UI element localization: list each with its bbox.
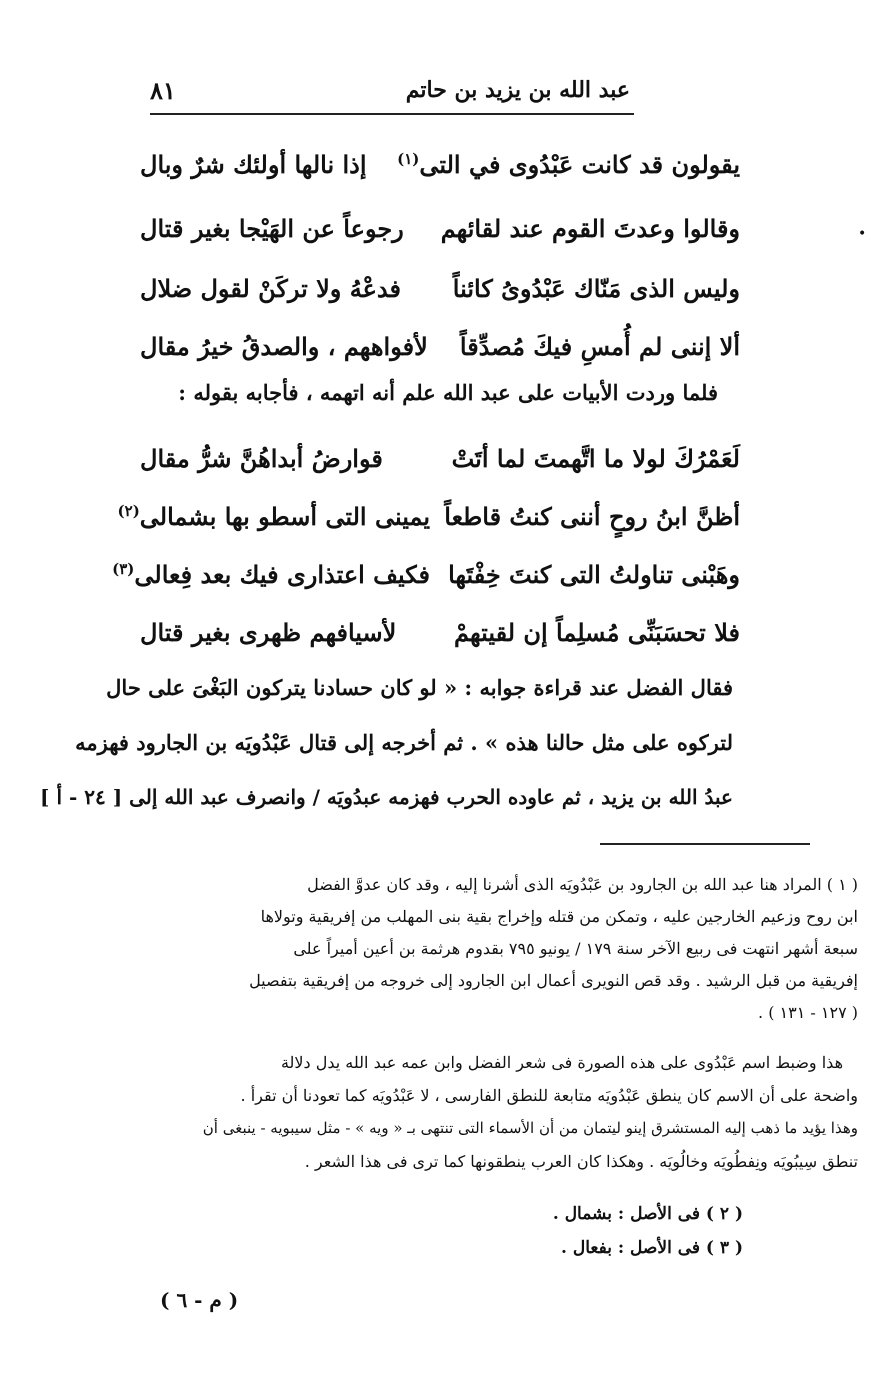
footnote-line: هذا وضبط اسم عَبْدُوى على هذه الصورة فى شعر الفضل وابن عمه عبد الله يدل دلالة [280,1053,843,1072]
verse-hemistich-second: رجوعاً عن الهَيْجا بغير قتال [140,213,404,243]
footnote-marker: (١) [397,149,420,168]
verse-hemistich-first: أظنَّ ابنُ روحٍ أننى كنتُ قاطعاً [444,501,740,531]
verse-hemistich-second: لأسيافهم ظهرى بغير قتال [140,617,397,647]
prose-line: لتركوه على مثل حالنا هذه » . ثم أخرجه إلى قتال عَبْدُويَه بن الجارود فهزمه [75,730,733,755]
verse-hemistich-first: ألا إننى لم أُمسِ فيكَ مُصدِّقاً [459,331,740,361]
footnote-line: وهذا يؤيد ما ذهب إليه المستشرق إينو ليتمان من أن الأسماء التى تنتهى بـ « ويه » - مثل سيبويه - ينبغى أن [202,1119,858,1137]
verse-line [140,136,740,192]
verse-hemistich-first: لَعَمْرُكَ لولا ما اتَّهمتَ لما أتَتْ [451,443,740,473]
header-rule [150,113,634,115]
verse-hemistich-first: وليس الذى مَنّاك عَبْدُوىُ كائناً [452,273,740,303]
verse-line [117,488,740,544]
verse-line [112,546,740,602]
verse-hemistich-second: فدعْهُ ولا تركَنْ لقول ضلال [140,273,401,303]
footnote-line: ( ٣ ) فى الأصل : بفعال . [561,1238,743,1258]
verse-hemistich-first: فلا تحسَبَنِّى مُسلِماً إن لقيتهمْ [454,617,740,647]
footnote-line: تنطق سِيبُويَه ونِفطُويَه وخالُويَه . وهكذا كان العرب ينطقونها كما ترى فى هذا الشعر . [304,1152,858,1171]
verse-line [140,200,740,256]
signature-mark: ( م - ٦ ) [160,1288,239,1312]
verse-hemistich-second: لأفواههم ، والصدقُ خيرُ مقال [140,331,428,361]
verse-hemistich-first: وقالوا وعدتَ القوم عند لقائهم [440,213,740,243]
footnote-rule [600,843,810,845]
footnote-line: ( ١٢٧ - ١٣١ ) . [758,1003,858,1022]
prose-line: فقال الفضل عند قراءة جوابه : « لو كان حسادنا يتركون البَغْىَ على حال [106,675,733,700]
verse-line [140,430,740,486]
verse-line [140,260,740,316]
footnote-line: واضحة على أن الاسم كان ينطق عَبْدُويَه متابعة للنطق الفارسى ، لا عَبْدُويَه كما تعودنا أن تقرأ . [240,1086,858,1105]
verse-hemistich-first: يقولون قد كانت عَبْدُوى في التى [419,149,740,179]
footnote-line: ابن روح وزعيم الخارجين عليه ، وتمكن من قتله وإخراج بقية بنى المهلب من إفريقية وتولاها [260,907,858,926]
verse-hemistich-second: إذا نالها أولئك شرٌ وبال [140,149,367,179]
intro-line: فلما وردت الأبيات على عبد الله علم أنه اتهمه ، فأجابه بقوله : [178,380,718,405]
verse-hemistich-second: يمينى التى أسطو بها بشمالى [139,501,430,531]
footnote-line: ( ١ ) المراد هنا عبد الله بن الجارود بن عَبْدُويَه الذى أشرنا إليه ، وقد كان عدوَّ الفضل [307,875,858,894]
footnote-line: إفريقية من قبل الرشيد . وقد قص النويرى أعمال ابن الجارود إلى خروجه من إفريقية بتفصيل [249,971,858,990]
verse-line [140,604,740,660]
verse-line [140,318,740,374]
verse-hemistich-first: وهَبْنى تناولتُ التى كنتَ خِفْتَها [448,559,740,589]
margin-dot: • [858,226,867,242]
prose-line: عبدُ الله بن يزيد ، ثم عاوده الحرب فهزمه عبدُويَه / وانصرف عبد الله إلى [ ٢٤ - أ ] [40,785,733,809]
footnote-marker: (٢) [117,501,140,520]
header-title: عبد الله بن يزيد بن حاتم [405,77,630,103]
running-header [150,70,630,110]
page-number: ٨١ [150,75,176,105]
verse-hemistich-second: قوارضُ أبداهُنَّ شرُّ مقال [140,443,383,473]
footnote-line: سبعة أشهر انتهت فى ربيع الآخر سنة ١٧٩ / يونيو ٧٩٥ بقدوم هرثمة بن أعين أميراً على [293,939,858,958]
footnote-line: ( ٢ ) فى الأصل : بشمال . [552,1204,743,1224]
footnote-marker: (٣) [112,559,135,578]
verse-hemistich-second: فكيف اعتذارى فيك بعد فِعالى [134,559,430,589]
